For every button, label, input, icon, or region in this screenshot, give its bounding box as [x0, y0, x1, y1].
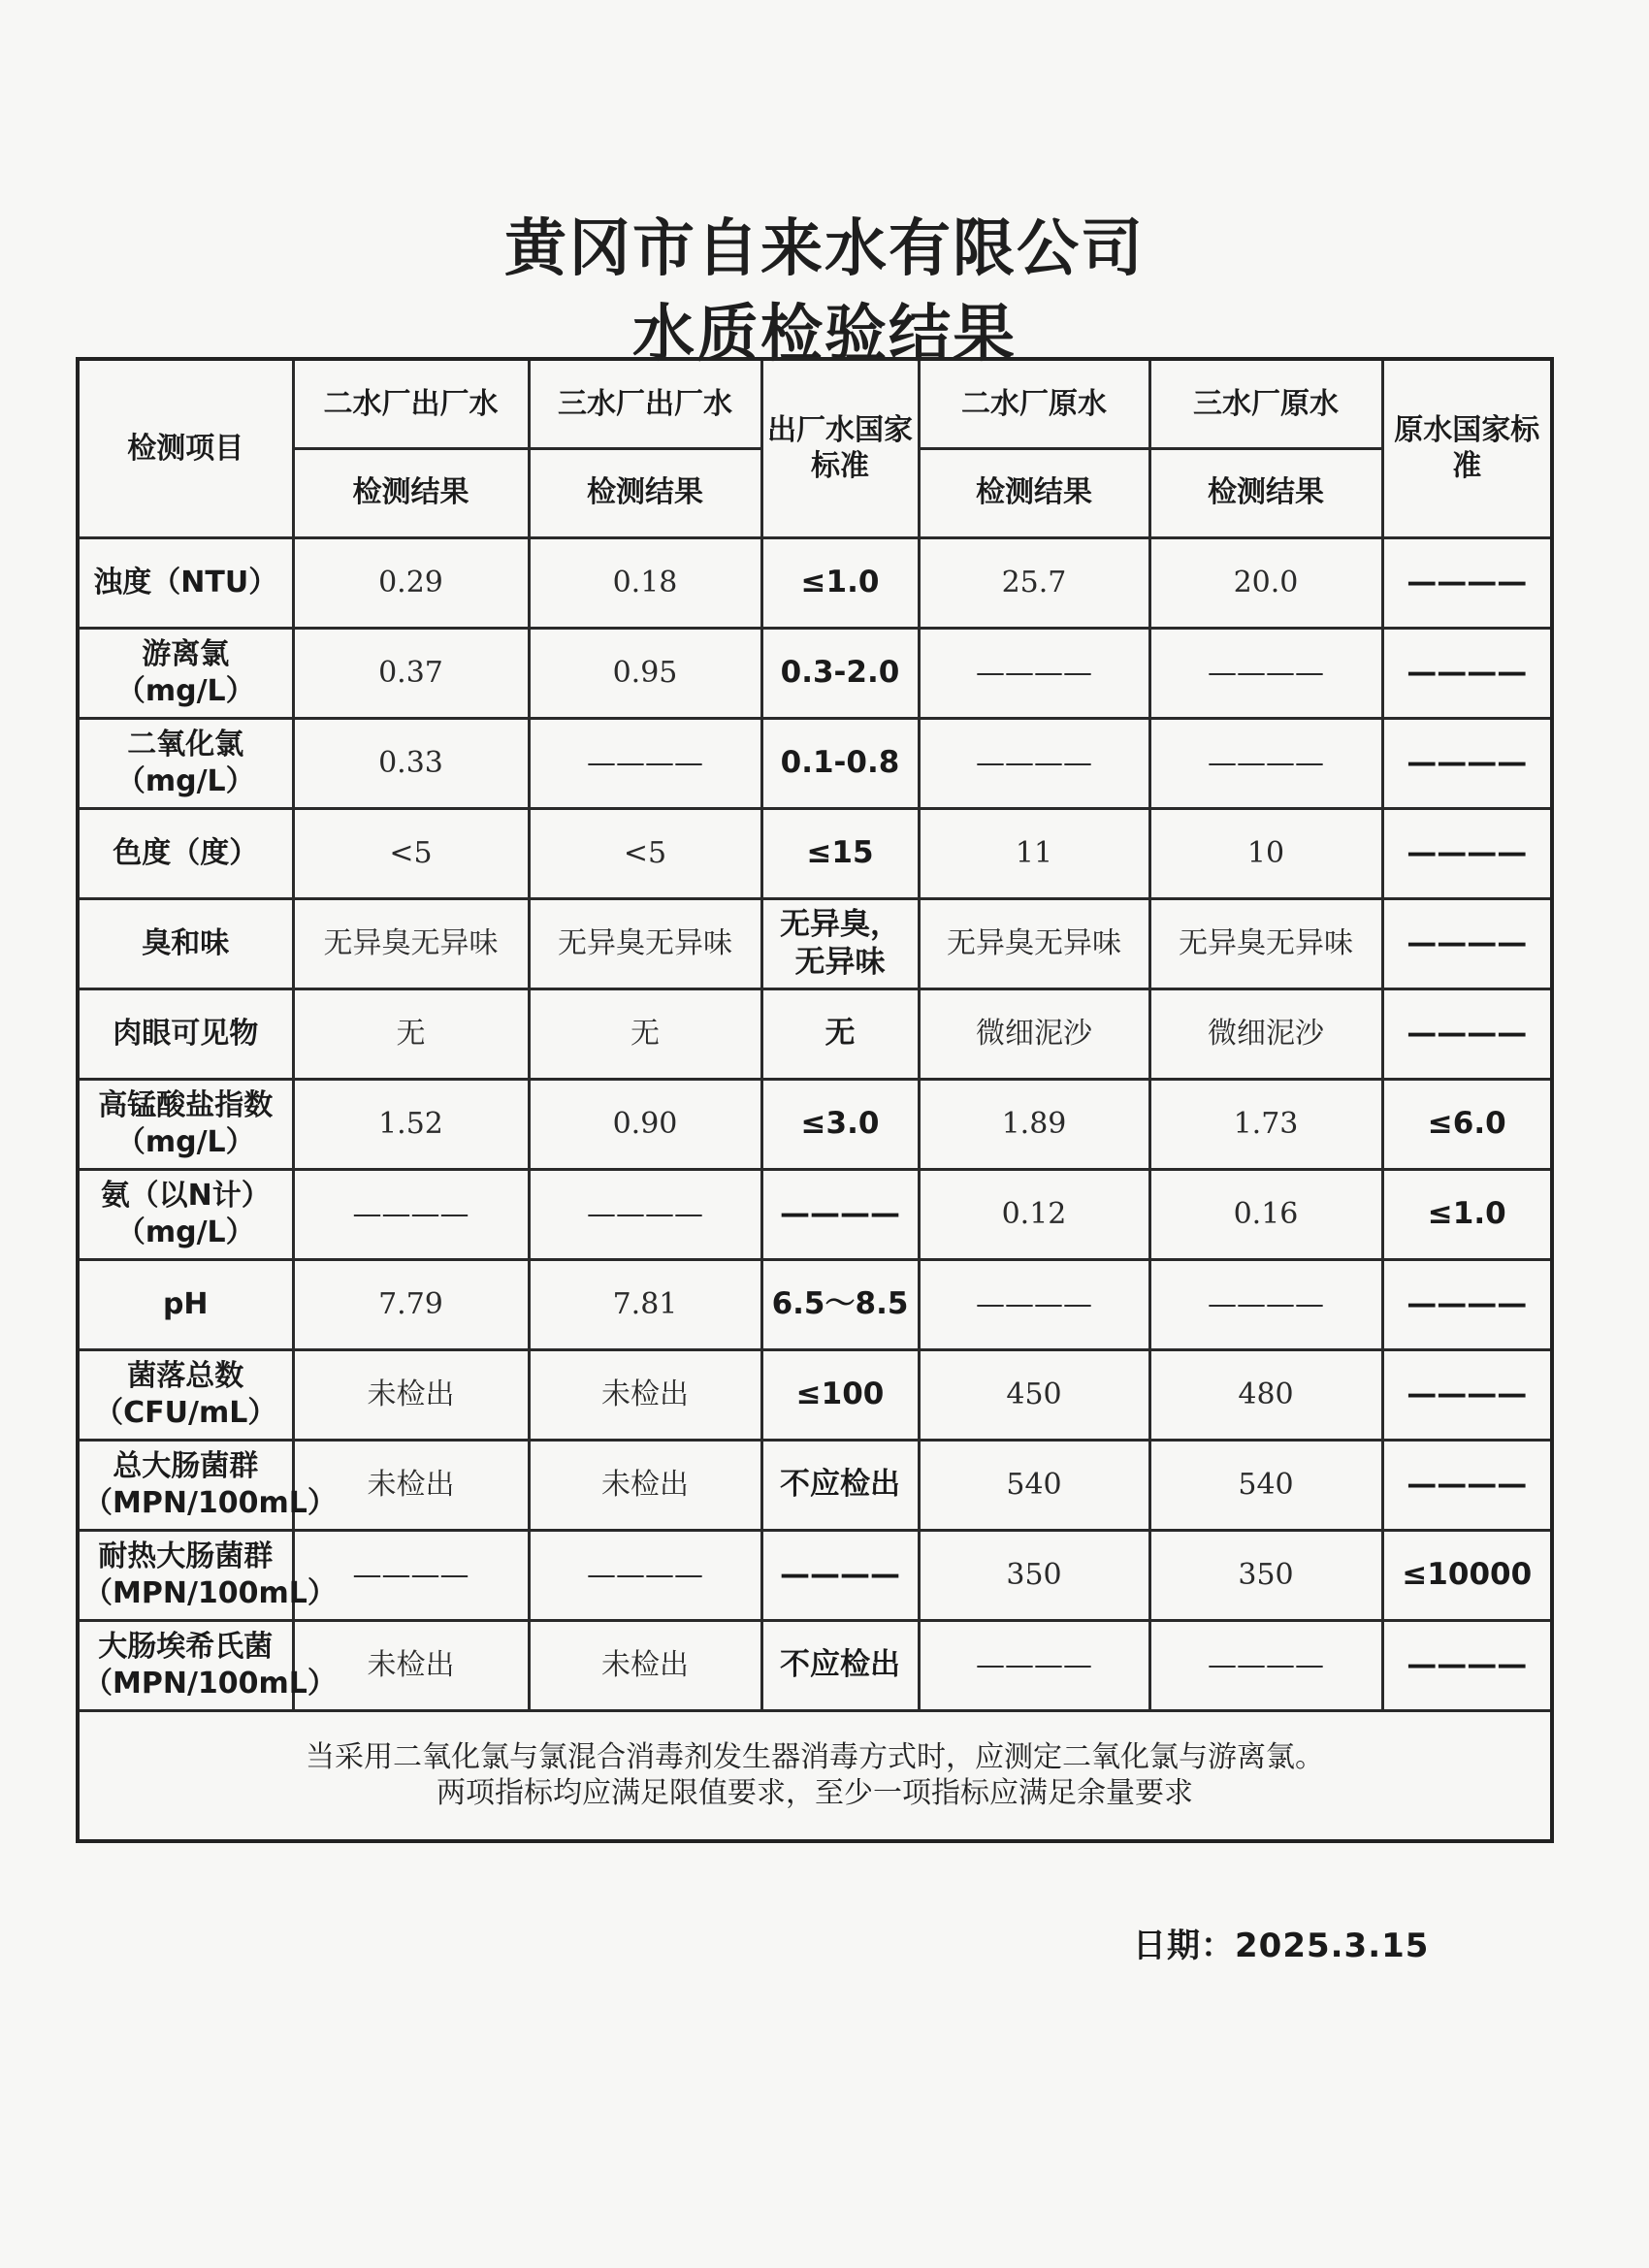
header-out-standard: 出厂水国家标准 — [761, 359, 919, 537]
table-row — [78, 1440, 1552, 1530]
out-standard: ———— — [761, 1530, 919, 1620]
plant3-out-result: 未检出 — [529, 1620, 761, 1710]
header-result: 检测结果 — [293, 448, 529, 537]
plant2-out-result: 0.29 — [293, 537, 529, 628]
table-row — [78, 1259, 1552, 1349]
out-standard: 无 — [761, 988, 919, 1079]
row-item: 二氧化氯（mg/L） — [78, 718, 293, 808]
plant2-out-result: 0.33 — [293, 718, 529, 808]
raw-standard: ———— — [1382, 718, 1552, 808]
row-item: 色度（度） — [78, 808, 293, 898]
table-row — [78, 1620, 1552, 1710]
row-item: 游离氯（mg/L） — [78, 628, 293, 718]
raw-standard: ———— — [1382, 1349, 1552, 1440]
plant2-raw-result: 11 — [919, 808, 1149, 898]
plant3-raw-result: 1.73 — [1149, 1079, 1382, 1169]
row-item: 浊度（NTU） — [78, 537, 293, 628]
table-row — [78, 808, 1552, 898]
raw-standard: ———— — [1382, 628, 1552, 718]
plant3-raw-result: ———— — [1149, 628, 1382, 718]
table-note — [78, 1710, 1552, 1841]
plant3-raw-result: 540 — [1149, 1440, 1382, 1530]
raw-standard: ———— — [1382, 1620, 1552, 1710]
plant3-raw-result: 无异臭无异味 — [1149, 898, 1382, 988]
table-row — [78, 1079, 1552, 1169]
plant2-out-result: 无 — [293, 988, 529, 1079]
plant3-out-result: 无异臭无异味 — [529, 898, 761, 988]
plant3-raw-result: ———— — [1149, 1620, 1382, 1710]
plant2-out-result: 未检出 — [293, 1349, 529, 1440]
row-item: 大肠埃希氏菌（MPN/100mL） — [78, 1620, 293, 1710]
note-line: 两项指标均应满足限值要求，至少一项指标应满足余量要求 — [436, 1776, 1193, 1811]
row-item: 肉眼可见物 — [78, 988, 293, 1079]
raw-standard: ≤1.0 — [1382, 1169, 1552, 1259]
out-standard: 0.3-2.0 — [761, 628, 919, 718]
plant2-out-result: 未检出 — [293, 1620, 529, 1710]
row-item: 总大肠菌群（MPN/100mL） — [78, 1440, 293, 1530]
header-raw-standard: 原水国家标准 — [1382, 359, 1552, 537]
company-title: 黄冈市自来水有限公司 — [504, 213, 1145, 285]
report-date: 日期：2025.3.15 — [1133, 1927, 1430, 1965]
plant3-raw-result: 350 — [1149, 1530, 1382, 1620]
header-item: 检测项目 — [78, 359, 293, 537]
plant2-raw-result: 微细泥沙 — [919, 988, 1149, 1079]
plant2-out-result: ———— — [293, 1530, 529, 1620]
header-plant2-out: 二水厂出厂水 — [293, 359, 529, 448]
raw-standard: ———— — [1382, 1440, 1552, 1530]
plant2-out-result: <5 — [293, 808, 529, 898]
plant3-raw-result: 10 — [1149, 808, 1382, 898]
table-row — [78, 1349, 1552, 1440]
raw-standard: ≤6.0 — [1382, 1079, 1552, 1169]
table-row — [78, 628, 1552, 718]
plant2-out-result: 无异臭无异味 — [293, 898, 529, 988]
plant3-raw-result: 20.0 — [1149, 537, 1382, 628]
raw-standard: ———— — [1382, 898, 1552, 988]
header-plant3-out: 三水厂出厂水 — [529, 359, 761, 448]
out-standard: ≤100 — [761, 1349, 919, 1440]
out-standard: 无异臭，无异味 — [761, 898, 919, 988]
plant2-raw-result: ———— — [919, 1259, 1149, 1349]
plant3-out-result: 0.90 — [529, 1079, 761, 1169]
plant2-out-result: 0.37 — [293, 628, 529, 718]
plant3-out-result: 7.81 — [529, 1259, 761, 1349]
header-result: 检测结果 — [1149, 448, 1382, 537]
plant2-raw-result: ———— — [919, 1620, 1149, 1710]
table-row — [78, 988, 1552, 1079]
out-standard: 6.5～8.5 — [761, 1259, 919, 1349]
plant2-raw-result: 1.89 — [919, 1079, 1149, 1169]
plant2-raw-result: 540 — [919, 1440, 1149, 1530]
plant3-raw-result: ———— — [1149, 718, 1382, 808]
plant3-out-result: ———— — [529, 1169, 761, 1259]
plant3-out-result: 无 — [529, 988, 761, 1079]
plant3-out-result: 0.18 — [529, 537, 761, 628]
row-item: 菌落总数（CFU/mL） — [78, 1349, 293, 1440]
report-title: 水质检验结果 — [632, 299, 1017, 371]
out-standard: 不应检出 — [761, 1440, 919, 1530]
plant3-raw-result: ———— — [1149, 1259, 1382, 1349]
plant3-raw-result: 微细泥沙 — [1149, 988, 1382, 1079]
note-line: 当采用二氧化氯与氯混合消毒剂发生器消毒方式时，应测定二氧化氯与游离氯。 — [306, 1739, 1324, 1774]
table-row — [78, 718, 1552, 808]
out-standard: ≤1.0 — [761, 537, 919, 628]
table-row — [78, 1530, 1552, 1620]
raw-standard: ———— — [1382, 537, 1552, 628]
table-row — [78, 1169, 1552, 1259]
plant3-out-result: ———— — [529, 718, 761, 808]
out-standard: ———— — [761, 1169, 919, 1259]
plant2-raw-result: 350 — [919, 1530, 1149, 1620]
plant2-raw-result: 450 — [919, 1349, 1149, 1440]
plant3-out-result: 未检出 — [529, 1440, 761, 1530]
row-item: 高锰酸盐指数（mg/L） — [78, 1079, 293, 1169]
header-plant2-raw: 二水厂原水 — [919, 359, 1149, 448]
out-standard: 不应检出 — [761, 1620, 919, 1710]
plant3-out-result: <5 — [529, 808, 761, 898]
plant2-raw-result: 0.12 — [919, 1169, 1149, 1259]
raw-standard: ———— — [1382, 1259, 1552, 1349]
plant3-out-result: 0.95 — [529, 628, 761, 718]
row-item: 耐热大肠菌群（MPN/100mL） — [78, 1530, 293, 1620]
row-item: 氨（以N计）（mg/L） — [78, 1169, 293, 1259]
plant2-out-result: 1.52 — [293, 1079, 529, 1169]
row-item: 臭和味 — [78, 898, 293, 988]
plant2-out-result: 未检出 — [293, 1440, 529, 1530]
plant2-out-result: ———— — [293, 1169, 529, 1259]
raw-standard: ≤10000 — [1382, 1530, 1552, 1620]
out-standard: 0.1-0.8 — [761, 718, 919, 808]
table-row — [78, 898, 1552, 988]
out-standard: ≤15 — [761, 808, 919, 898]
table-row — [78, 537, 1552, 628]
header-result: 检测结果 — [529, 448, 761, 537]
raw-standard: ———— — [1382, 808, 1552, 898]
plant3-raw-result: 0.16 — [1149, 1169, 1382, 1259]
header-result: 检测结果 — [919, 448, 1149, 537]
header-plant3-raw: 三水厂原水 — [1149, 359, 1382, 448]
plant3-raw-result: 480 — [1149, 1349, 1382, 1440]
plant2-raw-result: 25.7 — [919, 537, 1149, 628]
water-quality-table — [76, 357, 1554, 1843]
plant2-raw-result: ———— — [919, 718, 1149, 808]
row-item: pH — [78, 1259, 293, 1349]
plant2-out-result: 7.79 — [293, 1259, 529, 1349]
raw-standard: ———— — [1382, 988, 1552, 1079]
plant2-raw-result: ———— — [919, 628, 1149, 718]
out-standard: ≤3.0 — [761, 1079, 919, 1169]
plant3-out-result: 未检出 — [529, 1349, 761, 1440]
plant2-raw-result: 无异臭无异味 — [919, 898, 1149, 988]
plant3-out-result: ———— — [529, 1530, 761, 1620]
